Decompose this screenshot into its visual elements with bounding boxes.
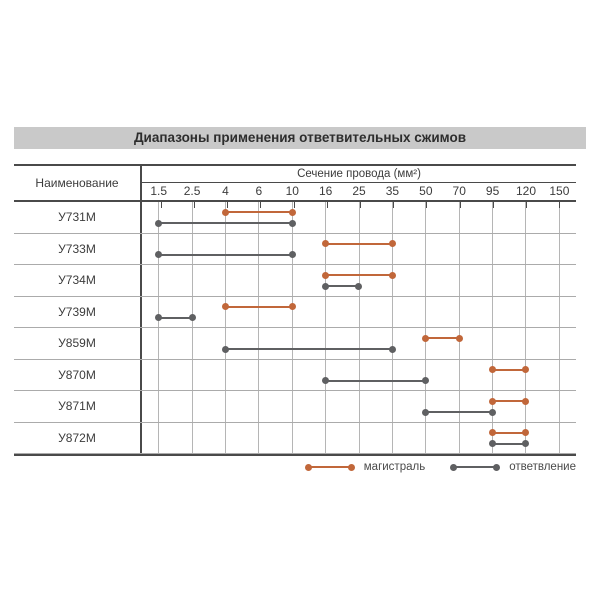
gridline [559, 423, 560, 454]
gridline [258, 423, 259, 454]
gridline [459, 234, 460, 265]
main-line-swatch [308, 466, 352, 468]
gridline [292, 265, 293, 296]
tick-mark [327, 202, 328, 208]
axis-tick-label: 1.5 [150, 184, 168, 198]
gridline [292, 423, 293, 454]
gridline [225, 423, 226, 454]
branch-range-segment [326, 380, 426, 382]
gridline [258, 360, 259, 391]
gridline [492, 265, 493, 296]
tick-mark [227, 202, 228, 208]
gridline [258, 391, 259, 422]
gridline [525, 328, 526, 359]
gridline [258, 202, 259, 233]
tick-mark [393, 202, 394, 208]
gridline [192, 234, 193, 265]
gridline [392, 328, 393, 359]
gridline [525, 234, 526, 265]
gridline [292, 328, 293, 359]
gridline [359, 391, 360, 422]
tick-mark [260, 202, 261, 208]
tick-mark [360, 202, 361, 208]
main-range-segment [493, 432, 526, 434]
row-grid [142, 423, 576, 454]
row-name: У731М [14, 202, 142, 233]
gridline [192, 202, 193, 233]
legend-item-main [308, 461, 425, 473]
gridline [258, 265, 259, 296]
table-row [14, 391, 576, 423]
axis-tick-label: 2.5 [183, 184, 201, 198]
gridline [559, 328, 560, 359]
branch-range-segment [225, 348, 392, 350]
gridline [559, 234, 560, 265]
ranges-table [14, 164, 576, 456]
gridline [425, 360, 426, 391]
axis-tick-label: 6 [255, 184, 263, 198]
main-range-segment [225, 211, 292, 213]
row-name: У733М [14, 234, 142, 265]
gridline [325, 234, 326, 265]
tick-mark [493, 202, 494, 208]
gridline [525, 265, 526, 296]
gridline [492, 234, 493, 265]
gridline [492, 328, 493, 359]
gridline [425, 328, 426, 359]
gridline [425, 423, 426, 454]
gridline [392, 297, 393, 328]
row-grid [142, 234, 576, 265]
gridline [559, 360, 560, 391]
gridline [459, 328, 460, 359]
row-name: У739М [14, 297, 142, 328]
gridline [225, 391, 226, 422]
row-grid [142, 265, 576, 296]
main-range-segment [225, 306, 292, 308]
legend [308, 461, 576, 473]
gridline [292, 391, 293, 422]
gridline [492, 423, 493, 454]
gridline [325, 391, 326, 422]
table-row [14, 360, 576, 392]
gridline [392, 423, 393, 454]
gridline [158, 265, 159, 296]
gridline [192, 391, 193, 422]
tick-mark [526, 202, 527, 208]
gridline [258, 234, 259, 265]
gridline [225, 297, 226, 328]
branch-range-segment [159, 222, 293, 224]
table-body [14, 202, 576, 454]
gridline [392, 391, 393, 422]
gridline [292, 297, 293, 328]
gridline [392, 265, 393, 296]
axis-tick-label: 35 [385, 184, 400, 198]
gridline [425, 265, 426, 296]
table-row [14, 202, 576, 234]
gridline [258, 297, 259, 328]
table-row [14, 234, 576, 266]
gridline [158, 297, 159, 328]
main-range-segment [493, 369, 526, 371]
main-range-segment [493, 400, 526, 402]
gridline [459, 265, 460, 296]
row-grid [142, 297, 576, 328]
main-range-segment [426, 337, 459, 339]
table-row [14, 328, 576, 360]
gridline [559, 391, 560, 422]
tick-mark [426, 202, 427, 208]
gridline [392, 234, 393, 265]
tick-mark [194, 202, 195, 208]
gridline [359, 360, 360, 391]
gridline [359, 297, 360, 328]
gridline [325, 297, 326, 328]
gridline [359, 423, 360, 454]
tick-mark [294, 202, 295, 208]
branch-range-segment [326, 285, 359, 287]
gridline [192, 328, 193, 359]
axis-tick-label: 4 [222, 184, 229, 198]
branch-line-swatch [453, 466, 497, 468]
gridline [225, 234, 226, 265]
axis-tick-label: 25 [352, 184, 366, 198]
gridline [392, 360, 393, 391]
table-row [14, 265, 576, 297]
gridline [225, 328, 226, 359]
axis-tick-label: 70 [452, 184, 466, 198]
gridline [192, 360, 193, 391]
row-grid [142, 202, 576, 233]
tick-mark [161, 202, 162, 208]
tick-mark [559, 202, 560, 208]
row-name: У859М [14, 328, 142, 359]
gridline [425, 297, 426, 328]
gridline [158, 202, 159, 233]
row-name: У870М [14, 360, 142, 391]
gridline [525, 360, 526, 391]
gridline [559, 265, 560, 296]
gridline [192, 297, 193, 328]
axis-tick-label: 16 [318, 184, 333, 198]
gridline [459, 391, 460, 422]
table-row [14, 297, 576, 329]
axis-tick-row [142, 183, 576, 200]
gridline [325, 360, 326, 391]
name-column-header: Наименование [14, 166, 142, 200]
gridline [525, 423, 526, 454]
table-row [14, 423, 576, 455]
gridline [292, 234, 293, 265]
cross-section-header-group [142, 166, 576, 200]
gridline [158, 360, 159, 391]
gridline [359, 265, 360, 296]
gridline [525, 297, 526, 328]
gridline [559, 297, 560, 328]
row-name: У734М [14, 265, 142, 296]
row-name: У871М [14, 391, 142, 422]
gridline [158, 234, 159, 265]
gridline [158, 391, 159, 422]
gridline [459, 360, 460, 391]
row-grid [142, 360, 576, 391]
axis-tick-label: 150 [549, 184, 570, 198]
table-header [14, 166, 576, 202]
axis-tick-label: 10 [285, 184, 299, 198]
row-name: У872М [14, 423, 142, 454]
gridline [359, 234, 360, 265]
gridline [258, 328, 259, 359]
row-grid [142, 328, 576, 359]
gridline [492, 391, 493, 422]
axis-tick-label: 120 [515, 184, 536, 198]
gridline [359, 328, 360, 359]
gridline [158, 328, 159, 359]
legend-label-branch: ответвление [509, 461, 576, 473]
page-title: Диапазоны применения ответвительных сжимов [14, 127, 586, 149]
gridline [192, 423, 193, 454]
gridline [425, 391, 426, 422]
gridline [192, 265, 193, 296]
branch-range-segment [159, 254, 293, 256]
axis-tick-label: 95 [485, 184, 500, 198]
main-range-segment [326, 274, 393, 276]
cross-section-header: Сечение провода (мм²) [142, 166, 576, 183]
branch-range-segment [159, 317, 192, 319]
branch-range-segment [426, 411, 493, 413]
gridline [225, 202, 226, 233]
gridline [492, 297, 493, 328]
gridline [325, 423, 326, 454]
gridline [459, 423, 460, 454]
gridline [459, 297, 460, 328]
gridline [292, 360, 293, 391]
main-range-segment [326, 243, 393, 245]
gridline [425, 234, 426, 265]
gridline [225, 360, 226, 391]
gridline [225, 265, 226, 296]
legend-item-branch [453, 461, 576, 473]
gridline [492, 360, 493, 391]
gridline [525, 391, 526, 422]
gridline [325, 328, 326, 359]
tick-mark [460, 202, 461, 208]
row-grid [142, 391, 576, 422]
branch-range-segment [493, 443, 526, 445]
legend-label-main: магистраль [363, 461, 426, 473]
gridline [158, 423, 159, 454]
axis-tick-label: 50 [419, 184, 433, 198]
gridline [325, 265, 326, 296]
